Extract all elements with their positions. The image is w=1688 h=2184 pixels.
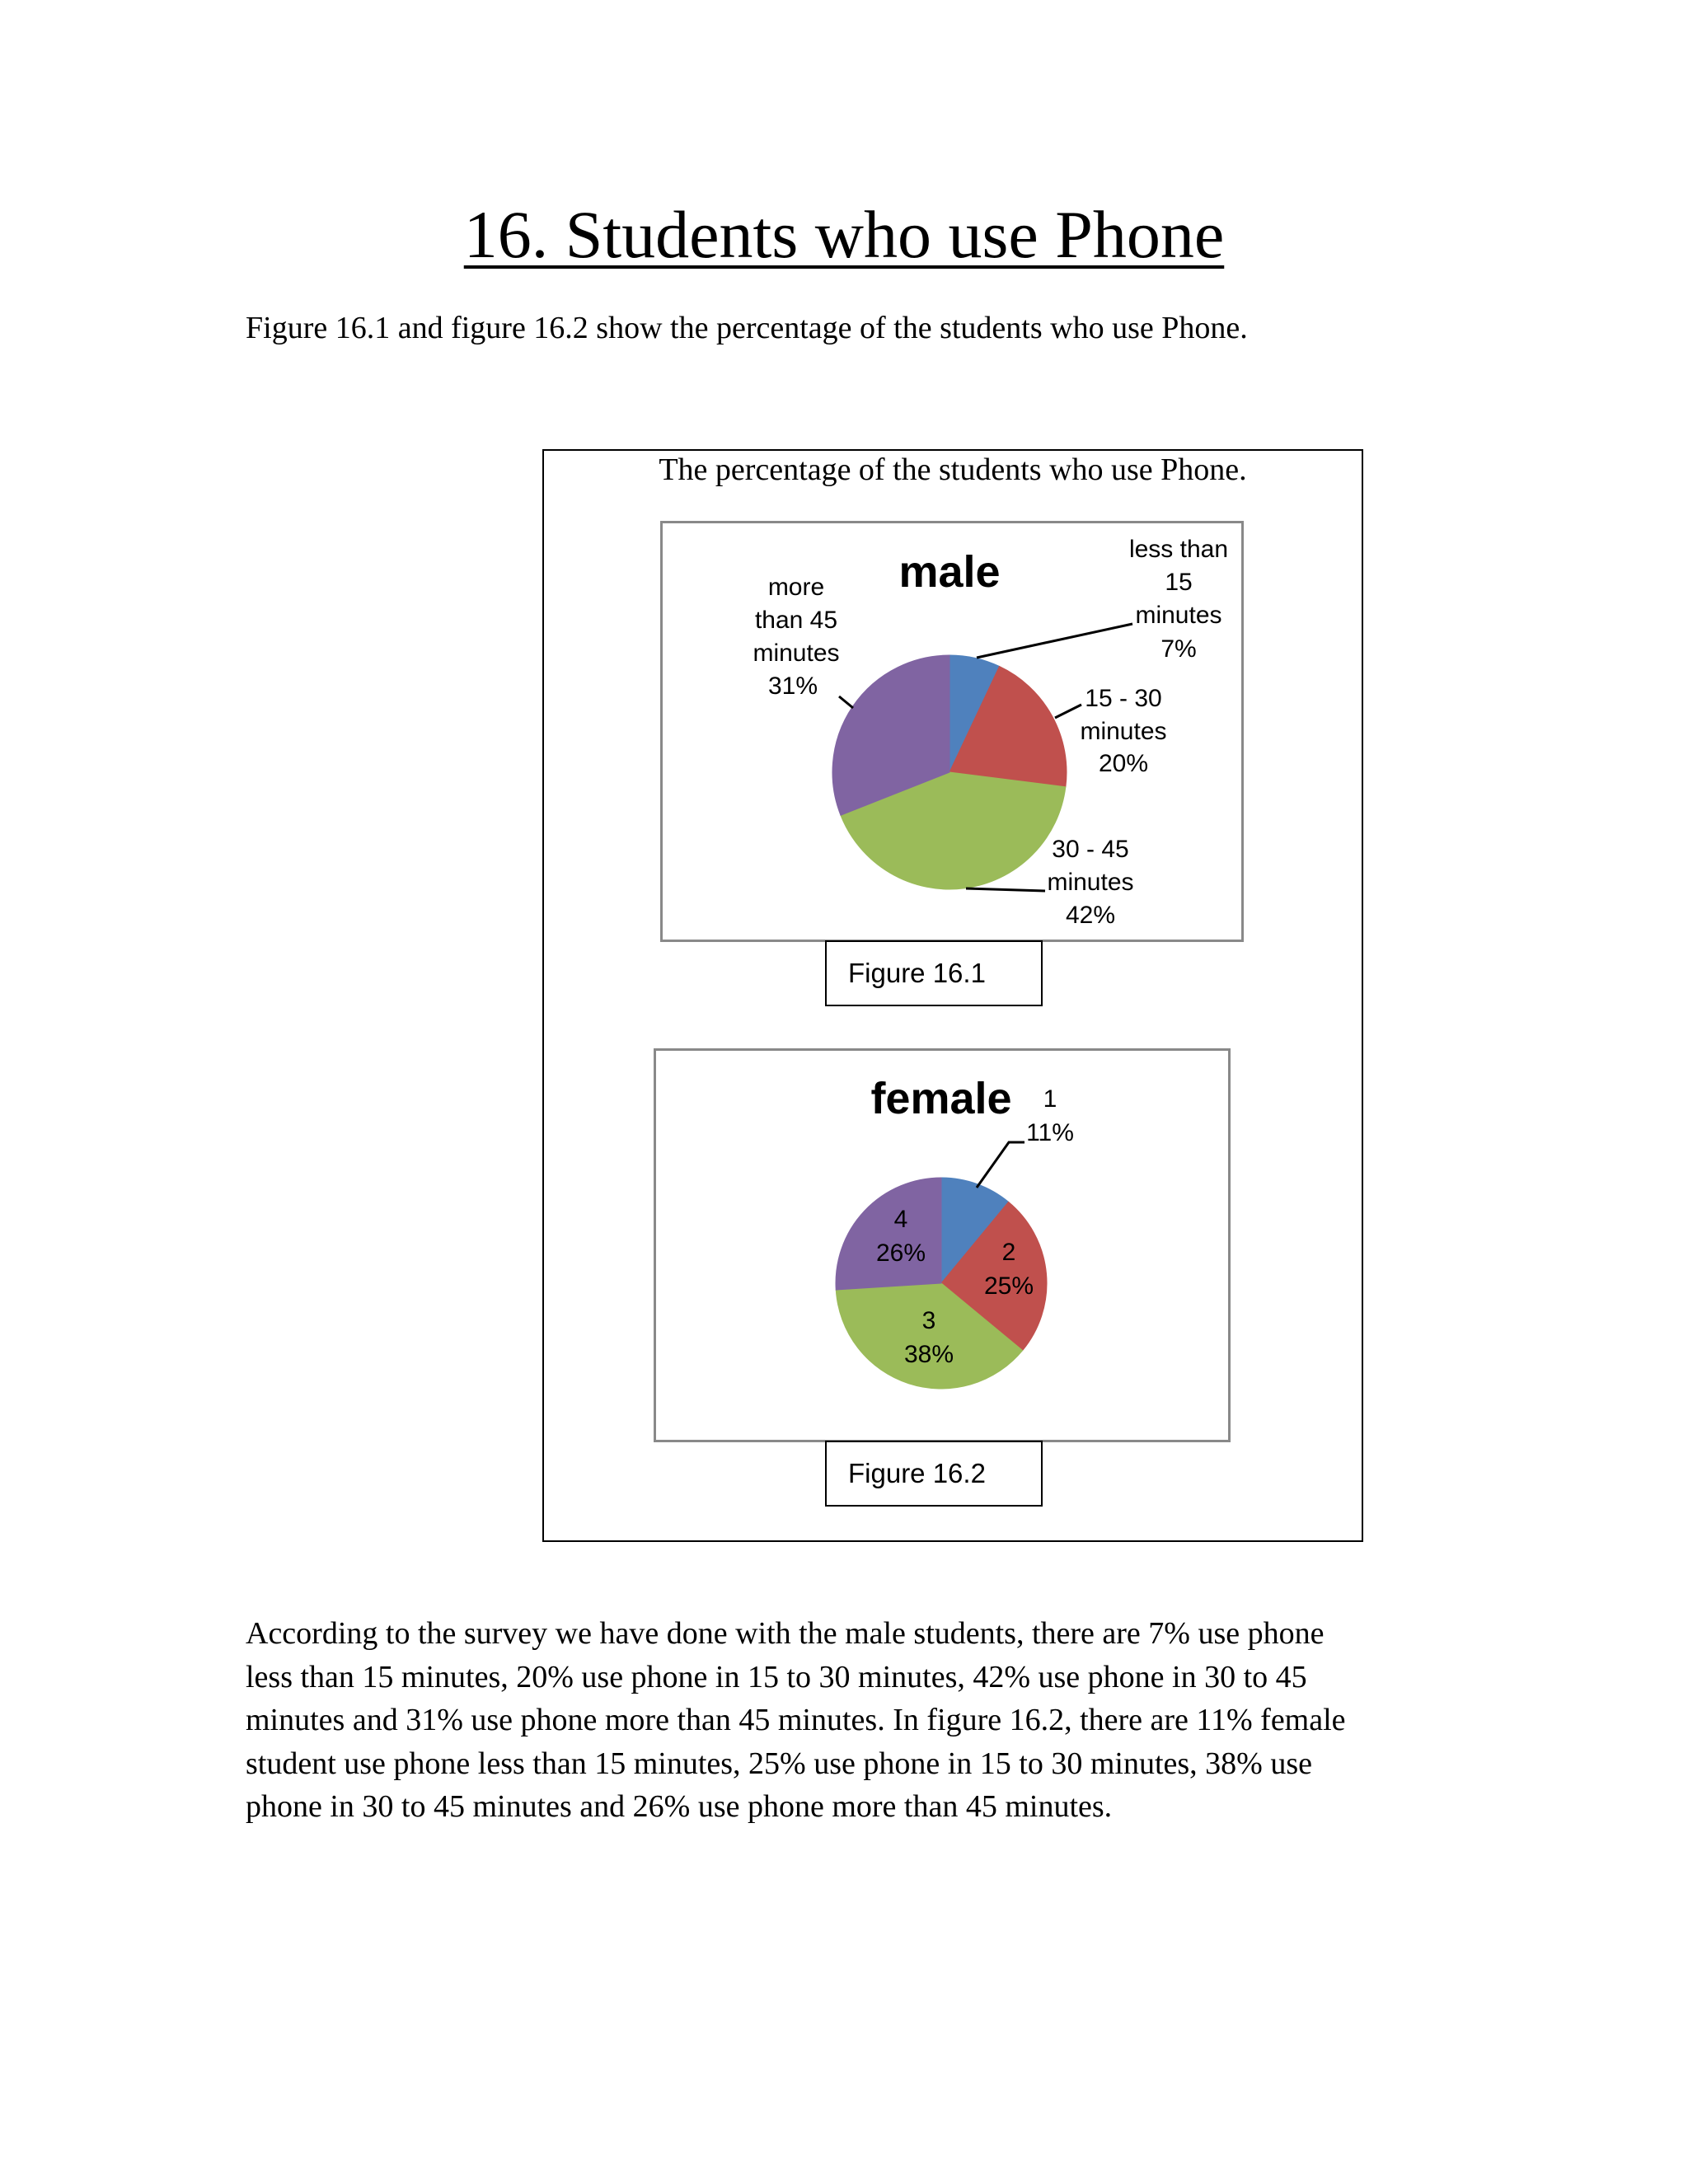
male-slice-label: [753, 574, 839, 667]
female-slice-percent-label: 38%: [903, 1341, 954, 1368]
male-label-leader-line: [977, 624, 1132, 658]
male-chart-title: male: [898, 547, 1001, 597]
female-chart-title: female: [870, 1074, 1012, 1123]
male-slice-label-line: minutes: [1135, 602, 1222, 629]
figure-frame-title: The percentage of the students who use Phone.: [659, 452, 1247, 487]
female-slice-label-line: 3: [921, 1307, 936, 1334]
female-slice-label: [894, 1206, 908, 1233]
female-slice-label: [922, 1307, 936, 1334]
male-slice-label: [1129, 536, 1228, 629]
male-slice-label-line: minutes: [753, 640, 840, 667]
male-slice-label-line: 30 - 45: [1052, 836, 1129, 863]
male-slice-label-line: minutes: [1080, 718, 1167, 745]
male-slice-label: [1047, 836, 1133, 896]
summary-line: According to the survey we have done with the male students, there are 7% use phone: [246, 1616, 1325, 1651]
male-label-leader-line: [839, 696, 853, 708]
summary-line: less than 15 minutes, 20% use phone in 15 to 30 minutes, 42% use phone in 30 to 45: [246, 1659, 1307, 1694]
summary-line: phone in 30 to 45 minutes and 26% use phone more than 45 minutes.: [246, 1789, 1113, 1824]
male-slice-label: [1080, 685, 1166, 745]
male-label-leader-line: [1055, 705, 1081, 718]
male-slice-percent-label: 31%: [767, 673, 818, 700]
summary-paragraph: [246, 1612, 1432, 1829]
female-slice-label-line: 4: [893, 1206, 908, 1233]
summary-line: minutes and 31% use phone more than 45 minutes. In figure 16.2, there are 11% female: [246, 1703, 1346, 1737]
figure-caption-16-1: Figure 16.1: [825, 940, 1043, 1006]
male-slice-label-line: less than: [1128, 536, 1229, 563]
female-slice-percent-label: 25%: [983, 1272, 1034, 1300]
female-slice-label-line: 1: [1043, 1085, 1057, 1113]
page-heading-text: 16. Students who use Phone: [463, 197, 1225, 272]
male-slice-label-line: 15 - 30: [1085, 685, 1162, 712]
male-slice-percent-label: 20%: [1098, 750, 1149, 777]
female-slice-label: [1002, 1239, 1016, 1266]
female-slice-percent-label: 26%: [875, 1240, 926, 1267]
female-pie-slice: [836, 1178, 941, 1290]
female-label-leader-line: [977, 1142, 1025, 1188]
female-slice-label: [1043, 1085, 1057, 1113]
figure-caption-16-2: Figure 16.2: [825, 1441, 1043, 1507]
male-slice-percent-label: 7%: [1160, 635, 1197, 663]
male-slice-label-line: more: [767, 574, 825, 601]
summary-line: student use phone less than 15 minutes, 25% use phone in 15 to 30 minutes, 38% use: [246, 1746, 1312, 1781]
intro-paragraph: Figure 16.1 and figure 16.2 show the percentage of the students who use Phone.: [246, 311, 1248, 345]
male-slice-label-line: minutes: [1047, 869, 1134, 896]
male-slice-label-line: than 45: [754, 607, 838, 634]
female-slice-label-line: 2: [1001, 1239, 1016, 1266]
female-slice-percent-label: 11%: [1026, 1119, 1074, 1146]
male-slice-label-line: 15: [1165, 569, 1193, 596]
male-label-leader-line: [966, 888, 1045, 891]
male-slice-percent-label: 42%: [1065, 902, 1116, 929]
